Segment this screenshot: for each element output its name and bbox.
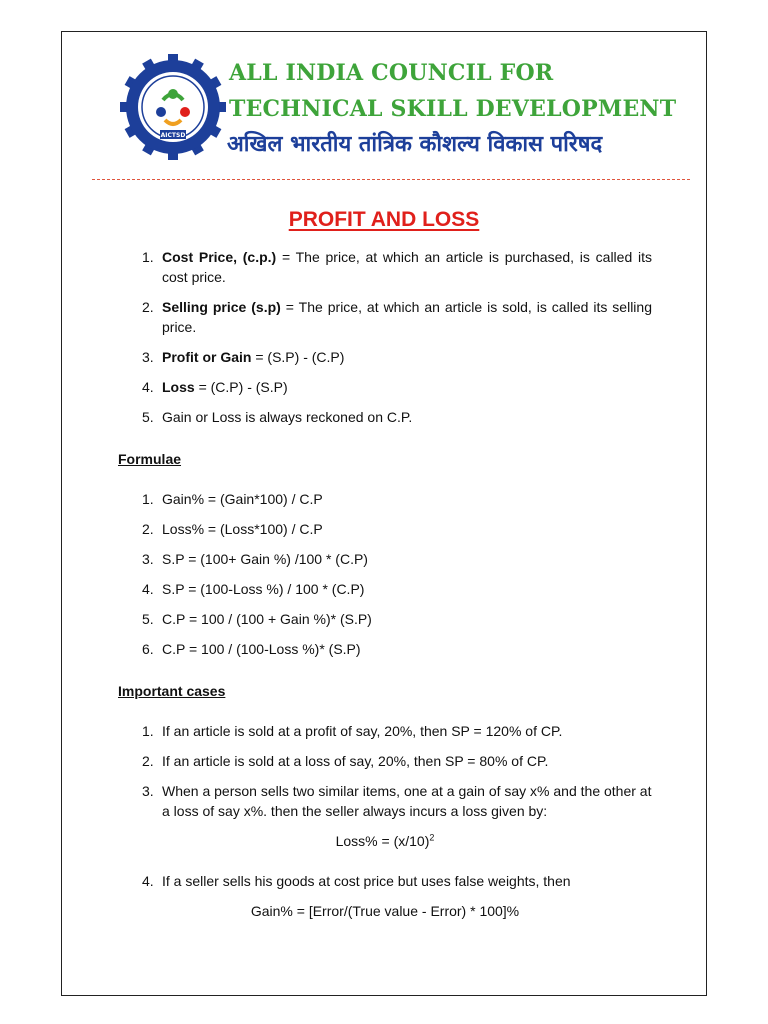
org-name-hindi: अखिल भारतीय तांत्रिक कौशल्य विकास परिषद — [227, 132, 603, 157]
formula-item: 5. C.P = 100 / (100 + Gain %)* (S.P) — [142, 611, 372, 627]
formula-item: 2. Loss% = (Loss*100) / C.P — [142, 521, 323, 537]
case-item: 1. If an article is sold at a profit of say, 20%, then SP = 120% of CP. — [142, 723, 563, 739]
important-cases-heading: Important cases — [118, 683, 226, 699]
logo-text: AICTSD — [160, 132, 186, 139]
definition-item: 2. Selling price (s.p) = The price, at which an article is sold, is called its selling price. — [142, 299, 652, 335]
formula-item: 4. S.P = (100-Loss %) / 100 * (C.P) — [142, 581, 365, 597]
definition-item: 4. Loss = (C.P) - (S.P) — [142, 379, 288, 395]
case-item: 2. If an article is sold at a loss of say, 20%, then SP = 80% of CP. — [142, 753, 549, 769]
case4-formula: Gain% = [Error/(True value - Error) * 100]% — [250, 903, 520, 919]
definition-item: 1. Cost Price, (c.p.) = The price, at which an article is purchased, is called its cost price. — [142, 249, 652, 285]
definitions-list — [118, 247, 652, 427]
case3-formula: Loss% = $(x/10)^2$ — [335, 832, 435, 849]
formula-item: 3. S.P = (100+ Gain %) /100 * (C.P) — [142, 551, 368, 567]
definition-item: 5. Gain or Loss is always reckoned on C.P. — [142, 409, 413, 425]
page-title: PROFIT AND LOSS — [288, 208, 480, 231]
formulae-list — [118, 489, 652, 659]
formula-item: 1. Gain% = (Gain*100) / C.P — [142, 491, 323, 507]
aictsd-logo-icon — [118, 52, 228, 162]
content — [118, 247, 652, 941]
header-divider — [92, 179, 690, 180]
case-item: 4. If a seller sells his goods at cost price but uses false weights, then — [142, 873, 571, 889]
definition-item: 3. Profit or Gain = (S.P) - (C.P) — [142, 349, 345, 365]
cases-list-continued — [118, 871, 652, 891]
document-page — [61, 31, 707, 996]
formula-item: 6. C.P = 100 / (100-Loss %)* (S.P) — [142, 641, 361, 657]
cases-list — [118, 721, 652, 821]
case-item: 3. When a person sells two similar items, one at a gain of say x% and the other at a loss of say x%. then the seller always incurs a loss given by: — [142, 783, 652, 819]
org-name-line2: TECHNICAL SKILL DEVELOPMENT — [229, 96, 677, 122]
formulae-heading: Formulae — [118, 451, 182, 467]
org-name-line1: ALL INDIA COUNCIL FOR — [229, 60, 554, 86]
